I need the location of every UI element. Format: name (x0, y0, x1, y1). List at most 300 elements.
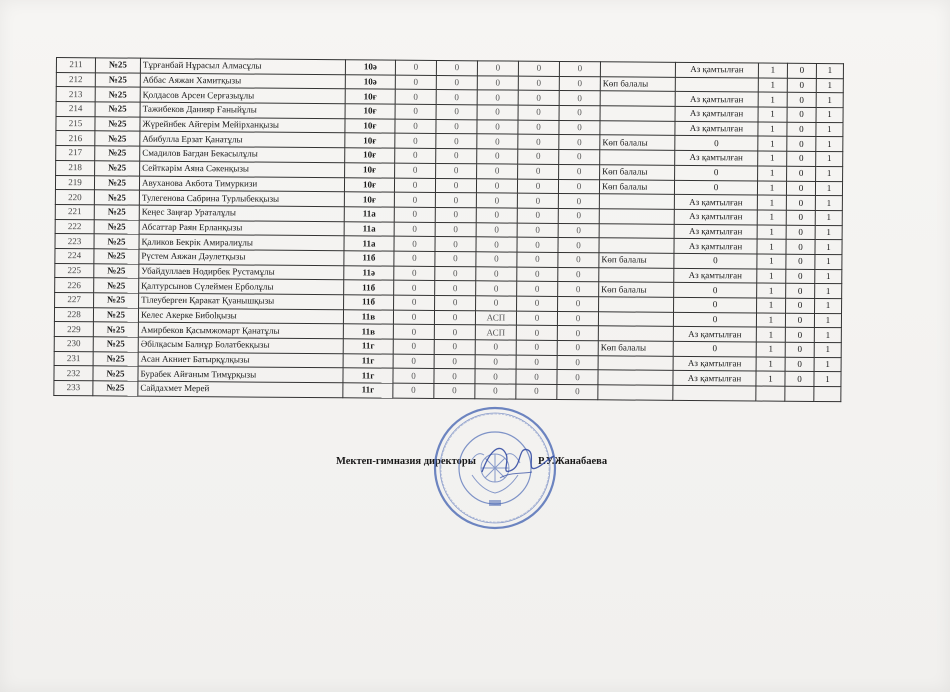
table-cell-num: 223 (55, 234, 94, 249)
table-cell-cat (599, 267, 674, 282)
table-cell-v2: 0 (434, 325, 475, 340)
table-cell-v5: 0 (559, 61, 600, 76)
table-cell-num: 217 (56, 146, 95, 161)
table-cell-s1: 1 (756, 342, 785, 357)
table-cell-v3: 0 (476, 208, 517, 223)
table-cell-v5: 0 (557, 326, 598, 341)
table-cell-s1: 1 (758, 92, 787, 107)
table-cell-v4: 0 (517, 179, 558, 194)
table-cell-v3: 0 (477, 149, 518, 164)
table-cell-ach: Аз қамтылған (675, 106, 758, 121)
table-cell-class: 11б (344, 251, 394, 266)
table-cell-s3: 1 (814, 357, 841, 372)
table-cell-school: №25 (93, 381, 138, 396)
table-cell-class: 11а (344, 221, 394, 236)
table-cell-school: №25 (94, 293, 139, 308)
table-cell-cat (598, 326, 673, 341)
table-cell-v5: 0 (559, 120, 600, 135)
table-cell-v3: АСП (475, 310, 516, 325)
table-cell-num: 214 (56, 102, 95, 117)
table-cell-cat (600, 62, 675, 77)
table-cell-s2: 0 (786, 181, 815, 196)
table-cell-class: 11г (343, 383, 393, 398)
table-cell-ach: 0 (674, 253, 757, 268)
table-cell-school: №25 (94, 219, 139, 234)
table-cell-cat (598, 385, 673, 400)
table-cell-v3: 0 (476, 237, 517, 252)
table-cell-s2: 0 (786, 269, 815, 284)
table-cell-s3: 1 (816, 108, 843, 123)
table-cell-cat (600, 91, 675, 106)
table-cell-v4: 0 (517, 223, 558, 238)
table-cell-v4: 0 (518, 164, 559, 179)
table-cell-v2: 0 (435, 193, 476, 208)
table-cell-v4: 0 (517, 252, 558, 267)
table-cell-school: №25 (94, 249, 139, 264)
table-cell-class: 10ғ (344, 192, 394, 207)
table-cell-class: 11в (343, 309, 393, 324)
table-cell-v1: 0 (395, 134, 436, 149)
table-cell-class: 10ғ (345, 104, 395, 119)
table-cell-s3: 1 (816, 137, 843, 152)
table-cell-school: №25 (95, 146, 140, 161)
table-cell-ach: Аз қамтылған (675, 150, 758, 165)
table-cell-cat (599, 209, 674, 224)
table-cell-v3: 0 (477, 90, 518, 105)
table-cell-s2: 0 (787, 122, 816, 137)
table-cell-s2: 0 (786, 195, 815, 210)
table-cell-v2: 0 (436, 163, 477, 178)
table-cell-class: 11а (344, 236, 394, 251)
table-cell-v4: 0 (517, 208, 558, 223)
table-cell-v3: 0 (476, 266, 517, 281)
table-cell-cat: Көп балалы (599, 282, 674, 297)
table-cell-school: №25 (95, 102, 140, 117)
table-cell-s3: 1 (815, 284, 842, 299)
table-cell-num: 233 (54, 381, 93, 396)
table-cell-ach: 0 (674, 297, 757, 312)
table-cell-num: 211 (56, 58, 95, 73)
table-cell-class: 10ғ (344, 177, 394, 192)
table-cell-s3: 1 (816, 93, 843, 108)
table-cell-school: №25 (94, 190, 139, 205)
table-cell-name: Тулегенова Сабрина Турлыбекқызы (139, 190, 344, 206)
table-cell-v5: 0 (558, 208, 599, 223)
table-cell-v4: 0 (516, 325, 557, 340)
table-cell-v2: 0 (436, 105, 477, 120)
table-cell-s1: 1 (757, 195, 786, 210)
table-cell-s1: 1 (757, 181, 786, 196)
table-cell-cat (598, 311, 673, 326)
table-cell-v4: 0 (518, 135, 559, 150)
table-cell-name: Сайдахмет Мерей (138, 381, 343, 397)
table-cell-name: Аббас Аяжан Хамитқызы (140, 73, 345, 89)
table-cell-s2: 0 (786, 225, 815, 240)
table-cell-s3: 1 (815, 269, 842, 284)
table-cell-v3: 0 (476, 281, 517, 296)
table-cell-s1: 1 (757, 254, 786, 269)
table-cell-s3: 1 (815, 225, 842, 240)
table-cell-v1: 0 (394, 178, 435, 193)
table-cell-class: 11г (343, 368, 393, 383)
table-cell-v1: 0 (394, 236, 435, 251)
table-cell-ach: Аз қамтылған (675, 92, 758, 107)
table-cell-cat: Көп балалы (600, 135, 675, 150)
table-cell-s2: 0 (787, 107, 816, 122)
table-cell-s1: 1 (758, 166, 787, 181)
table-cell-v1: 0 (394, 222, 435, 237)
table-cell-s2: 0 (785, 313, 814, 328)
table-cell-name: Келес Акерке Бибоlқызы (138, 308, 343, 324)
table-cell-v3: 0 (476, 252, 517, 267)
table-cell-v5: 0 (558, 179, 599, 194)
table-cell-v1: 0 (393, 369, 434, 384)
table-cell-name: Сейткәрім Аяна Сәкенқызы (140, 161, 345, 177)
table-cell-name: Смадилов Багдан Бекасылұлы (140, 146, 345, 162)
table-cell-ach: Аз қамтылған (673, 327, 756, 342)
table-cell-ach: Аз қамтылған (674, 224, 757, 239)
table-cell-s3: 1 (816, 166, 843, 181)
table-cell-v5: 0 (558, 296, 599, 311)
table-cell-s2: 0 (787, 93, 816, 108)
table-cell-s3: 1 (815, 181, 842, 196)
table-cell-v4: 0 (518, 61, 559, 76)
table-cell-cat (598, 370, 673, 385)
table-cell-v2: 0 (435, 222, 476, 237)
table-cell-s3: 1 (816, 122, 843, 137)
table-cell-v3: 0 (475, 369, 516, 384)
table-cell-v1: 0 (394, 192, 435, 207)
table-cell-num: 222 (55, 219, 94, 234)
table-cell-v3: 0 (477, 134, 518, 149)
table-cell-school: №25 (94, 175, 139, 190)
table-cell-ach: Аз қамтылған (674, 209, 757, 224)
table-cell-num: 220 (55, 190, 94, 205)
table-cell-cat: Көп балалы (600, 76, 675, 91)
table-cell-cat (600, 106, 675, 121)
table-cell-s1: 1 (756, 357, 785, 372)
table-cell-v1: 0 (395, 60, 436, 75)
table-cell-num: 215 (56, 116, 95, 131)
table-cell-class: 11г (343, 354, 393, 369)
table-cell-v4: 0 (516, 370, 557, 385)
table-cell-v1: 0 (395, 148, 436, 163)
table-cell-s1: 1 (757, 298, 786, 313)
table-cell-v5: 0 (557, 370, 598, 385)
table-cell-v2: 0 (436, 149, 477, 164)
table-cell-num: 232 (54, 366, 93, 381)
table-cell-cat (599, 194, 674, 209)
table-cell-v4: 0 (516, 355, 557, 370)
table-cell-ach: Аз қамтылған (674, 239, 757, 254)
table-cell-cat (600, 121, 675, 136)
table-cell-class: 11а (344, 207, 394, 222)
table-cell-v1: 0 (394, 295, 435, 310)
table-cell-s2: 0 (786, 210, 815, 225)
table-cell-s2: 0 (786, 254, 815, 269)
table-cell-ach: Аз қамтылған (673, 356, 756, 371)
table-cell-ach (673, 385, 756, 400)
table-cell-v4: 0 (517, 267, 558, 282)
table-cell-school: №25 (93, 322, 138, 337)
table-cell-num: 227 (55, 292, 94, 307)
table-cell-v3: 0 (475, 355, 516, 370)
table-cell-v1: 0 (393, 354, 434, 369)
table-cell-ach: Аз қамтылған (674, 268, 757, 283)
table-cell-s2: 0 (785, 328, 814, 343)
table-cell-v1: 0 (395, 163, 436, 178)
table-cell-s3: 1 (814, 328, 841, 343)
table-cell-s3: 1 (815, 210, 842, 225)
table-cell-s1: 1 (757, 283, 786, 298)
table-cell-v3: 0 (477, 164, 518, 179)
table-cell-s3: 1 (814, 313, 841, 328)
table-cell-v1: 0 (393, 339, 434, 354)
table-cell-v1: 0 (393, 310, 434, 325)
table-cell-num: 218 (56, 160, 95, 175)
table-cell-num: 229 (54, 322, 93, 337)
table-cell-name: Асан Акниет Батырқұлқызы (138, 352, 343, 368)
table-cell-v4: 0 (518, 149, 559, 164)
table-cell-v1: 0 (395, 104, 436, 119)
table-cell-v5: 0 (558, 223, 599, 238)
table-cell-class: 10ғ (345, 163, 395, 178)
table-cell-num: 231 (54, 351, 93, 366)
table-cell-v4: 0 (517, 281, 558, 296)
table-cell-v2: 0 (435, 266, 476, 281)
table-cell-v3: 0 (476, 222, 517, 237)
table-cell-class: 11б (344, 280, 394, 295)
table-cell-v4: 0 (518, 105, 559, 120)
table-cell-v2: 0 (435, 251, 476, 266)
table-cell-s1: 1 (756, 371, 785, 386)
table-cell-v2: 0 (434, 384, 475, 399)
table-cell-v5: 0 (558, 252, 599, 267)
table-cell-v5: 0 (559, 135, 600, 150)
table-cell-s3: 1 (816, 152, 843, 167)
table-cell-v5: 0 (558, 194, 599, 209)
table-cell-s3: 1 (815, 298, 842, 313)
table-cell-cat: Көп балалы (598, 341, 673, 356)
table-cell-ach: 0 (673, 341, 756, 356)
table-cell-school: №25 (93, 337, 138, 352)
table-cell-v1: 0 (393, 383, 434, 398)
table-cell-v2: 0 (436, 134, 477, 149)
director-title: Мектеп-гимназия директоры (336, 456, 476, 467)
table-cell-s1: 1 (756, 313, 785, 328)
table-cell-cat (600, 150, 675, 165)
table-cell-v5: 0 (558, 238, 599, 253)
table-cell-v4: 0 (517, 296, 558, 311)
table-cell-v3: 0 (475, 384, 516, 399)
table-cell-v5: 0 (559, 164, 600, 179)
table-cell-v2: 0 (435, 207, 476, 222)
table-cell-v5: 0 (557, 311, 598, 326)
table-cell-s2: 0 (785, 372, 814, 387)
table-cell-v1: 0 (394, 266, 435, 281)
table-cell-s3: 1 (814, 343, 841, 358)
table-cell-school: №25 (95, 161, 140, 176)
table-cell-school: №25 (94, 205, 139, 220)
table-cell-v4: 0 (517, 193, 558, 208)
table-cell-ach (675, 77, 758, 92)
table-cell-v4: 0 (517, 237, 558, 252)
table-cell-s3 (814, 387, 841, 402)
roster-body (54, 58, 844, 402)
table-cell-s2: 0 (785, 357, 814, 372)
table-cell-v2: 0 (434, 340, 475, 355)
table-cell-school: №25 (93, 352, 138, 367)
table-cell-s1 (756, 386, 785, 401)
table-cell-v1: 0 (393, 325, 434, 340)
table-cell-s2: 0 (787, 78, 816, 93)
table-cell-v1: 0 (394, 207, 435, 222)
table-cell-name: Тажибеков Данияр Ғаныйұлы (140, 102, 345, 118)
table-cell-s3: 1 (815, 240, 842, 255)
table-cell-s1: 1 (758, 78, 787, 93)
table-cell-school: №25 (95, 131, 140, 146)
table-cell-v1: 0 (395, 119, 436, 134)
table-cell-v1: 0 (394, 280, 435, 295)
table-cell-s1: 1 (757, 239, 786, 254)
table-cell-school: №25 (94, 278, 139, 293)
table-cell-s1: 1 (758, 136, 787, 151)
table-cell-class: 10ғ (345, 89, 395, 104)
table-cell-v1: 0 (395, 90, 436, 105)
table-cell-num: 212 (56, 72, 95, 87)
table-cell-v5: 0 (559, 150, 600, 165)
table-cell-ach: Аз қамтылған (675, 121, 758, 136)
table-cell-cat: Көп балалы (599, 179, 674, 194)
table-cell-v3: 0 (477, 75, 518, 90)
table-cell-num: 216 (56, 131, 95, 146)
table-cell-ach: 0 (673, 312, 756, 327)
table-cell-school: №25 (95, 58, 140, 73)
table-cell-v3: 0 (476, 178, 517, 193)
table-cell-school: №25 (95, 117, 140, 132)
table-cell-v5: 0 (557, 385, 598, 400)
table-cell-num: 213 (56, 87, 95, 102)
table-cell-cat (599, 223, 674, 238)
table-cell-ach: 0 (675, 136, 758, 151)
table-cell-name: Кеңес Заңғар Ураталұлы (139, 205, 344, 221)
table-cell-s2 (785, 386, 814, 401)
student-roster-table (53, 57, 844, 402)
table-cell-s1: 1 (757, 210, 786, 225)
table-cell-school: №25 (95, 72, 140, 87)
table-cell-s3: 1 (814, 372, 841, 387)
table-cell-num: 224 (55, 248, 94, 263)
table-cell-v2: 0 (434, 369, 475, 384)
table-cell-cat: Көп балалы (599, 253, 674, 268)
director-signature (470, 432, 560, 492)
table-cell-v2: 0 (435, 178, 476, 193)
table-cell-v2: 0 (436, 119, 477, 134)
table-cell-class: 10ә (345, 60, 395, 75)
table-cell-school: №25 (93, 366, 138, 381)
table-cell-num: 221 (55, 204, 94, 219)
table-cell-class: 11б (344, 295, 394, 310)
table-cell-name: Рүстем Аяжан Дәулетқызы (139, 249, 344, 265)
table-cell-v5: 0 (559, 91, 600, 106)
table-cell-cat (599, 297, 674, 312)
table-cell-s3: 1 (816, 78, 843, 93)
table-cell-name: Әбілқасым Балнұр Болатбекқызы (138, 337, 343, 353)
director-name: Р.У.Жанабаева (538, 456, 608, 467)
table-cell-s1: 1 (756, 327, 785, 342)
table-cell-name: Қолдасов Арсен Серғазыұлы (140, 88, 345, 104)
table-cell-ach: Аз қамтылған (674, 195, 757, 210)
table-cell-v4: 0 (516, 311, 557, 326)
table-cell-v3: 0 (477, 105, 518, 120)
table-cell-num: 228 (54, 307, 93, 322)
table-cell-cat (598, 356, 673, 371)
table-cell-s1: 1 (758, 122, 787, 137)
table-cell-class: 10ғ (345, 119, 395, 134)
table-cell-v4: 0 (518, 120, 559, 135)
table-cell-v5: 0 (558, 282, 599, 297)
table-cell-name: Тілеуберген Қаракат Қуанышқызы (139, 293, 344, 309)
table-cell-v2: 0 (434, 354, 475, 369)
table-cell-school: №25 (94, 263, 139, 278)
table-cell-v4: 0 (516, 340, 557, 355)
table-cell-ach: 0 (675, 165, 758, 180)
table-cell-v5: 0 (559, 76, 600, 91)
table-cell-num: 225 (55, 263, 94, 278)
table-cell-v3: 0 (477, 61, 518, 76)
table-cell-v3: АСП (475, 325, 516, 340)
table-cell-v4: 0 (516, 384, 557, 399)
table-cell-s3: 1 (815, 196, 842, 211)
table-cell-v2: 0 (435, 295, 476, 310)
table-cell-v1: 0 (394, 251, 435, 266)
table-cell-name: Қалтурсынов Сүлеймен Ерболұлы (139, 278, 344, 294)
table-cell-v5: 0 (557, 341, 598, 356)
table-cell-s2: 0 (787, 137, 816, 152)
table-cell-class: 11ә (344, 265, 394, 280)
table-cell-name: Авуханова Акбота Тимуркизи (139, 176, 344, 192)
table-cell-s1: 1 (758, 107, 787, 122)
table-cell-v4: 0 (518, 76, 559, 91)
table-cell-s3: 1 (816, 63, 843, 78)
table-cell-v2: 0 (436, 75, 477, 90)
table-cell-v5: 0 (559, 106, 600, 121)
table-cell-s2: 0 (787, 166, 816, 181)
table-cell-v5: 0 (558, 267, 599, 282)
table-cell-school: №25 (94, 234, 139, 249)
table-cell-name: Жүрейнбек Айгерім Мейірханқызы (140, 117, 345, 133)
table-cell-s3: 1 (815, 254, 842, 269)
table-cell-num: 219 (55, 175, 94, 190)
table-cell-name: Абибулла Ерзат Қанатұлы (140, 132, 345, 148)
table-cell-class: 10ә (345, 74, 395, 89)
table-cell-v3: 0 (477, 120, 518, 135)
table-cell-v2: 0 (434, 310, 475, 325)
table-cell-ach: Аз қамтылған (673, 371, 756, 386)
table-cell-s2: 0 (786, 284, 815, 299)
table-cell-name: Убайдуллаев Нодирбек Рустамұлы (139, 264, 344, 280)
table-cell-name: Амирбеков Қасымжомарт Қанатұлы (138, 323, 343, 339)
table-cell-s2: 0 (786, 239, 815, 254)
table-cell-v2: 0 (436, 60, 477, 75)
table-cell-v2: 0 (435, 237, 476, 252)
table-cell-class: 10ғ (345, 148, 395, 163)
table-cell-s2: 0 (787, 151, 816, 166)
table-cell-num: 230 (54, 337, 93, 352)
table-cell-v3: 0 (476, 296, 517, 311)
table-cell-school: №25 (95, 87, 140, 102)
table-cell-name: Бурабек Айғаным Тимұрқызы (138, 367, 343, 383)
